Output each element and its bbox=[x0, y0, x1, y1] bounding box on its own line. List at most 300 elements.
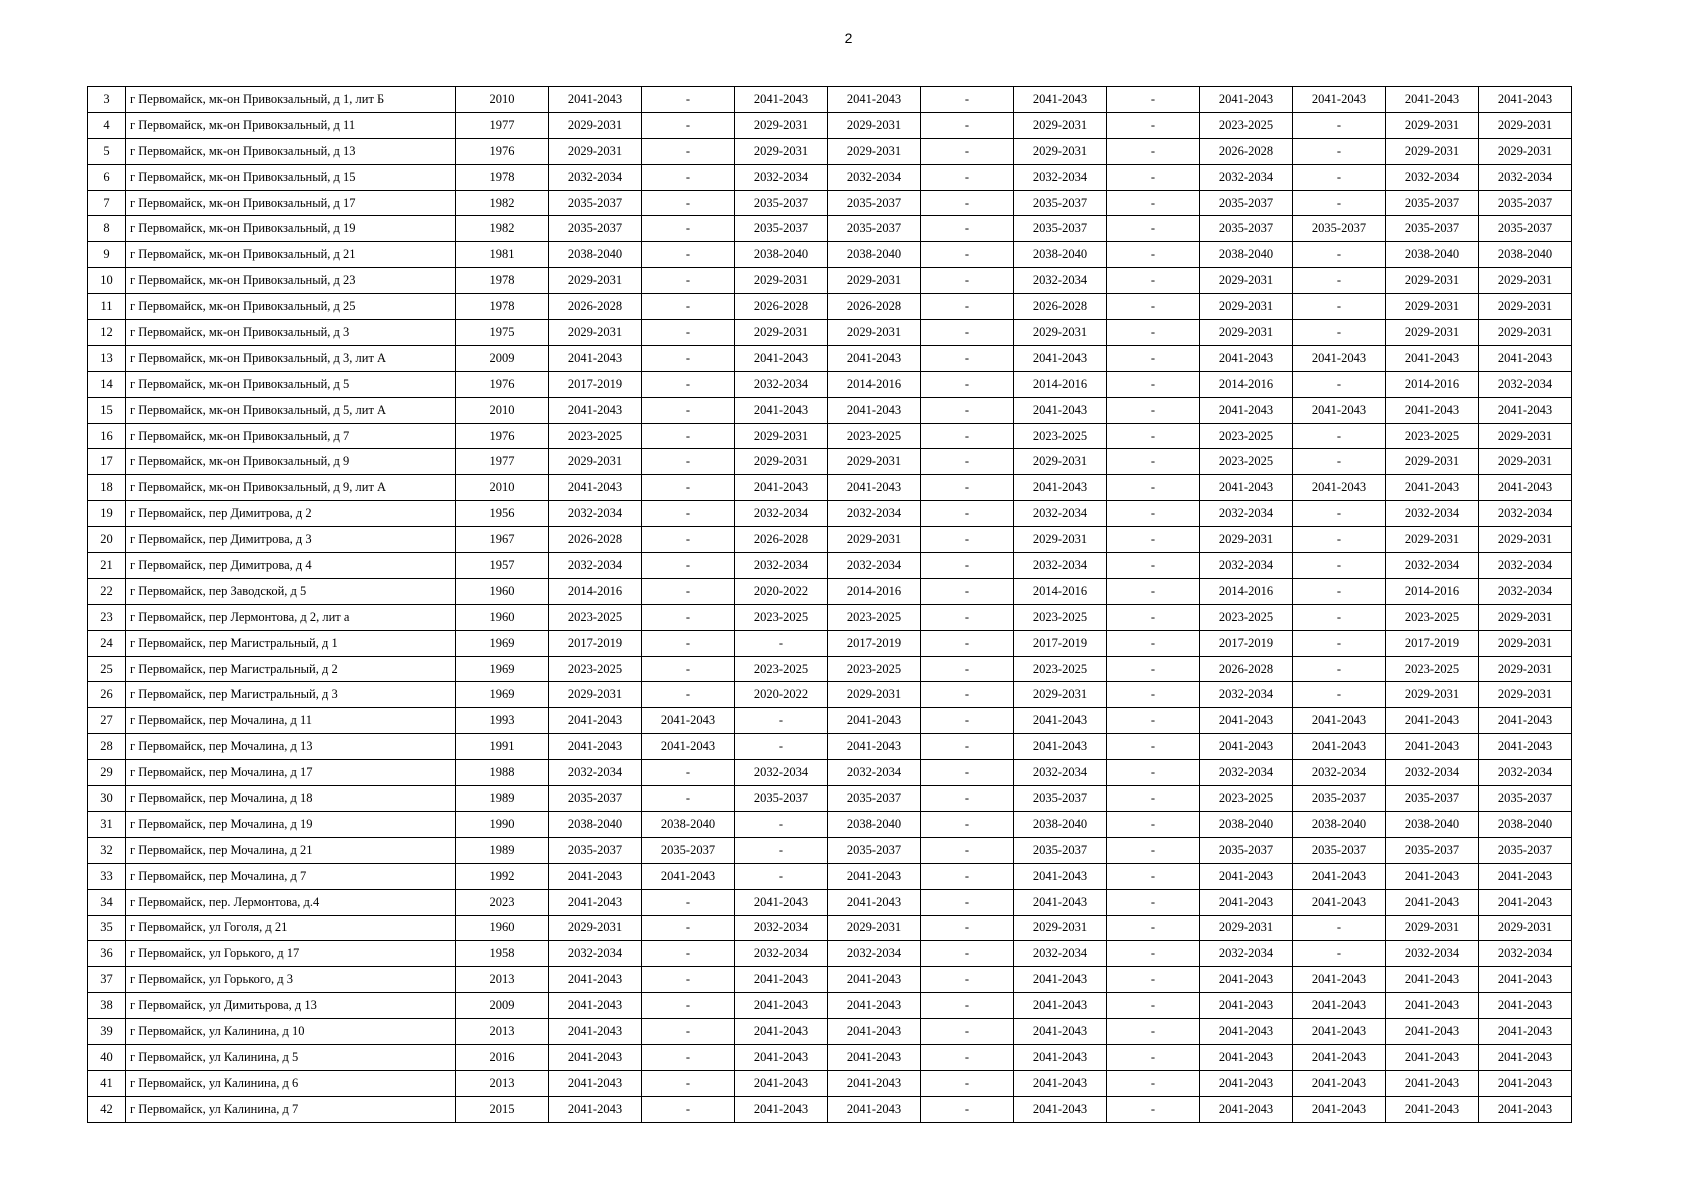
period-cell: - bbox=[735, 630, 828, 656]
period-cell: 2041-2043 bbox=[642, 708, 735, 734]
period-cell: - bbox=[921, 190, 1014, 216]
period-cell: 2041-2043 bbox=[1200, 1019, 1293, 1045]
period-cell: 2041-2043 bbox=[549, 475, 642, 501]
period-cell: 2035-2037 bbox=[1386, 786, 1479, 812]
period-cell: 2041-2043 bbox=[1386, 87, 1479, 113]
table-row bbox=[88, 397, 1572, 423]
period-cell: 2041-2043 bbox=[828, 397, 921, 423]
year-cell: 1958 bbox=[456, 941, 549, 967]
table-row bbox=[88, 294, 1572, 320]
period-cell: 2041-2043 bbox=[1479, 1096, 1572, 1122]
period-cell: - bbox=[921, 837, 1014, 863]
row-number-cell: 21 bbox=[88, 553, 126, 579]
address-cell: г Первомайск, ул Калинина, д 10 bbox=[126, 1019, 456, 1045]
period-cell: 2035-2037 bbox=[1479, 786, 1572, 812]
period-cell: 2041-2043 bbox=[549, 889, 642, 915]
period-cell: 2029-2031 bbox=[1479, 112, 1572, 138]
period-cell: 2029-2031 bbox=[735, 320, 828, 346]
period-cell: 2041-2043 bbox=[735, 1019, 828, 1045]
period-cell: - bbox=[642, 760, 735, 786]
table-row bbox=[88, 216, 1572, 242]
period-cell: 2041-2043 bbox=[549, 993, 642, 1019]
period-cell: 2032-2034 bbox=[1479, 578, 1572, 604]
period-cell: - bbox=[642, 216, 735, 242]
period-cell: - bbox=[921, 630, 1014, 656]
period-cell: 2032-2034 bbox=[1293, 760, 1386, 786]
year-cell: 1982 bbox=[456, 190, 549, 216]
table-row bbox=[88, 578, 1572, 604]
period-cell: - bbox=[642, 527, 735, 553]
period-cell: 2029-2031 bbox=[735, 449, 828, 475]
table-row bbox=[88, 190, 1572, 216]
period-cell: 2041-2043 bbox=[1200, 993, 1293, 1019]
period-cell: 2029-2031 bbox=[549, 268, 642, 294]
period-cell: 2032-2034 bbox=[1386, 760, 1479, 786]
period-cell: 2035-2037 bbox=[549, 837, 642, 863]
period-cell: 2029-2031 bbox=[828, 112, 921, 138]
period-cell: 2038-2040 bbox=[549, 811, 642, 837]
period-cell: - bbox=[735, 837, 828, 863]
period-cell: 2041-2043 bbox=[828, 1044, 921, 1070]
period-cell: - bbox=[1107, 630, 1200, 656]
period-cell: 2023-2025 bbox=[1014, 604, 1107, 630]
period-cell: 2035-2037 bbox=[1293, 837, 1386, 863]
period-cell: 2023-2025 bbox=[1014, 656, 1107, 682]
row-number-cell: 17 bbox=[88, 449, 126, 475]
period-cell: 2023-2025 bbox=[735, 604, 828, 630]
address-cell: г Первомайск, мк-он Привокзальный, д 11 bbox=[126, 112, 456, 138]
period-cell: 2041-2043 bbox=[1386, 967, 1479, 993]
period-cell: 2035-2037 bbox=[828, 786, 921, 812]
table-row bbox=[88, 967, 1572, 993]
table-row bbox=[88, 889, 1572, 915]
period-cell: - bbox=[642, 87, 735, 113]
period-cell: 2038-2040 bbox=[1479, 811, 1572, 837]
period-cell: - bbox=[1293, 449, 1386, 475]
period-cell: 2029-2031 bbox=[549, 915, 642, 941]
year-cell: 2010 bbox=[456, 397, 549, 423]
period-cell: 2023-2025 bbox=[1200, 112, 1293, 138]
table-row bbox=[88, 734, 1572, 760]
period-cell: - bbox=[1293, 604, 1386, 630]
period-cell: 2041-2043 bbox=[1200, 734, 1293, 760]
period-cell: 2029-2031 bbox=[1386, 915, 1479, 941]
period-cell: 2041-2043 bbox=[1479, 1044, 1572, 1070]
row-number-cell: 6 bbox=[88, 164, 126, 190]
period-cell: 2041-2043 bbox=[1293, 1070, 1386, 1096]
period-cell: - bbox=[1107, 164, 1200, 190]
table-body bbox=[88, 87, 1572, 1123]
period-cell: 2041-2043 bbox=[1014, 1070, 1107, 1096]
period-cell: - bbox=[921, 475, 1014, 501]
period-cell: 2032-2034 bbox=[1386, 553, 1479, 579]
period-cell: - bbox=[642, 1096, 735, 1122]
period-cell: - bbox=[642, 449, 735, 475]
period-cell: 2041-2043 bbox=[735, 1044, 828, 1070]
table-row bbox=[88, 863, 1572, 889]
table-row bbox=[88, 604, 1572, 630]
address-cell: г Первомайск, пер Мочалина, д 18 bbox=[126, 786, 456, 812]
period-cell: 2041-2043 bbox=[828, 1019, 921, 1045]
period-cell: - bbox=[921, 1070, 1014, 1096]
period-cell: - bbox=[642, 889, 735, 915]
period-cell: - bbox=[1293, 553, 1386, 579]
period-cell: - bbox=[1107, 889, 1200, 915]
period-cell: 2020-2022 bbox=[735, 682, 828, 708]
table-row bbox=[88, 242, 1572, 268]
period-cell: - bbox=[921, 760, 1014, 786]
period-cell: 2041-2043 bbox=[1200, 475, 1293, 501]
period-cell: - bbox=[642, 320, 735, 346]
year-cell: 1967 bbox=[456, 527, 549, 553]
row-number-cell: 8 bbox=[88, 216, 126, 242]
period-cell: 2029-2031 bbox=[828, 527, 921, 553]
period-cell: 2032-2034 bbox=[1200, 164, 1293, 190]
table-row bbox=[88, 993, 1572, 1019]
period-cell: 2017-2019 bbox=[1014, 630, 1107, 656]
period-cell: - bbox=[921, 294, 1014, 320]
period-cell: 2032-2034 bbox=[1479, 501, 1572, 527]
period-cell: 2017-2019 bbox=[549, 630, 642, 656]
period-cell: 2035-2037 bbox=[1386, 216, 1479, 242]
period-cell: - bbox=[1293, 112, 1386, 138]
period-cell: - bbox=[1107, 112, 1200, 138]
address-cell: г Первомайск, мк-он Привокзальный, д 5 bbox=[126, 371, 456, 397]
row-number-cell: 40 bbox=[88, 1044, 126, 1070]
period-cell: 2041-2043 bbox=[642, 734, 735, 760]
period-cell: - bbox=[1107, 708, 1200, 734]
period-cell: 2029-2031 bbox=[1200, 527, 1293, 553]
period-cell: 2029-2031 bbox=[1200, 320, 1293, 346]
period-cell: 2026-2028 bbox=[1200, 656, 1293, 682]
address-cell: г Первомайск, пер Магистральный, д 3 bbox=[126, 682, 456, 708]
period-cell: 2041-2043 bbox=[1386, 708, 1479, 734]
period-cell: 2029-2031 bbox=[1479, 294, 1572, 320]
period-cell: 2038-2040 bbox=[1200, 811, 1293, 837]
period-cell: 2026-2028 bbox=[828, 294, 921, 320]
address-cell: г Первомайск, мк-он Привокзальный, д 13 bbox=[126, 138, 456, 164]
period-cell: - bbox=[1293, 578, 1386, 604]
period-cell: - bbox=[642, 786, 735, 812]
period-cell: 2023-2025 bbox=[549, 604, 642, 630]
row-number-cell: 10 bbox=[88, 268, 126, 294]
period-cell: 2023-2025 bbox=[1200, 786, 1293, 812]
period-cell: 2029-2031 bbox=[1479, 630, 1572, 656]
period-cell: - bbox=[921, 501, 1014, 527]
period-cell: 2029-2031 bbox=[1386, 268, 1479, 294]
period-cell: 2041-2043 bbox=[1014, 967, 1107, 993]
period-cell: 2023-2025 bbox=[828, 604, 921, 630]
year-cell: 1982 bbox=[456, 216, 549, 242]
period-cell: - bbox=[921, 604, 1014, 630]
period-cell: 2041-2043 bbox=[828, 1070, 921, 1096]
period-cell: 2029-2031 bbox=[549, 320, 642, 346]
period-cell: 2026-2028 bbox=[735, 527, 828, 553]
period-cell: 2041-2043 bbox=[735, 967, 828, 993]
period-cell: 2041-2043 bbox=[828, 993, 921, 1019]
period-cell: 2023-2025 bbox=[735, 656, 828, 682]
year-cell: 2016 bbox=[456, 1044, 549, 1070]
period-cell: - bbox=[1293, 915, 1386, 941]
period-cell: - bbox=[642, 501, 735, 527]
period-cell: - bbox=[921, 915, 1014, 941]
period-cell: 2041-2043 bbox=[549, 708, 642, 734]
period-cell: 2041-2043 bbox=[1479, 863, 1572, 889]
period-cell: - bbox=[1107, 475, 1200, 501]
row-number-cell: 13 bbox=[88, 345, 126, 371]
period-cell: 2032-2034 bbox=[1200, 501, 1293, 527]
period-cell: - bbox=[1107, 837, 1200, 863]
period-cell: - bbox=[921, 993, 1014, 1019]
period-cell: 2026-2028 bbox=[1200, 138, 1293, 164]
period-cell: 2029-2031 bbox=[1014, 138, 1107, 164]
period-cell: 2032-2034 bbox=[735, 915, 828, 941]
year-cell: 1981 bbox=[456, 242, 549, 268]
address-cell: г Первомайск, пер Мочалина, д 11 bbox=[126, 708, 456, 734]
address-cell: г Первомайск, мк-он Привокзальный, д 1, лит Б bbox=[126, 87, 456, 113]
period-cell: - bbox=[642, 112, 735, 138]
year-cell: 2009 bbox=[456, 993, 549, 1019]
period-cell: - bbox=[921, 397, 1014, 423]
period-cell: - bbox=[642, 915, 735, 941]
period-cell: 2041-2043 bbox=[828, 967, 921, 993]
period-cell: 2023-2025 bbox=[1014, 423, 1107, 449]
row-number-cell: 24 bbox=[88, 630, 126, 656]
row-number-cell: 7 bbox=[88, 190, 126, 216]
period-cell: 2041-2043 bbox=[1386, 475, 1479, 501]
period-cell: 2032-2034 bbox=[735, 371, 828, 397]
period-cell: 2041-2043 bbox=[1479, 734, 1572, 760]
period-cell: 2014-2016 bbox=[828, 371, 921, 397]
row-number-cell: 26 bbox=[88, 682, 126, 708]
address-cell: г Первомайск, пер Мочалина, д 17 bbox=[126, 760, 456, 786]
period-cell: 2014-2016 bbox=[1014, 578, 1107, 604]
period-cell: - bbox=[1107, 449, 1200, 475]
period-cell: 2032-2034 bbox=[1479, 760, 1572, 786]
period-cell: 2041-2043 bbox=[735, 397, 828, 423]
period-cell: 2032-2034 bbox=[1479, 553, 1572, 579]
period-cell: 2029-2031 bbox=[1479, 449, 1572, 475]
row-number-cell: 3 bbox=[88, 87, 126, 113]
period-cell: 2041-2043 bbox=[549, 1096, 642, 1122]
row-number-cell: 25 bbox=[88, 656, 126, 682]
period-cell: 2041-2043 bbox=[735, 1070, 828, 1096]
address-cell: г Первомайск, ул Калинина, д 7 bbox=[126, 1096, 456, 1122]
row-number-cell: 4 bbox=[88, 112, 126, 138]
period-cell: - bbox=[1107, 811, 1200, 837]
table-row bbox=[88, 760, 1572, 786]
period-cell: 2032-2034 bbox=[1014, 760, 1107, 786]
period-cell: 2014-2016 bbox=[1200, 371, 1293, 397]
period-cell: 2032-2034 bbox=[1200, 760, 1293, 786]
year-cell: 1989 bbox=[456, 837, 549, 863]
period-cell: 2041-2043 bbox=[828, 475, 921, 501]
period-cell: - bbox=[1293, 268, 1386, 294]
period-cell: 2014-2016 bbox=[1386, 578, 1479, 604]
period-cell: 2041-2043 bbox=[1293, 1096, 1386, 1122]
period-cell: - bbox=[1293, 190, 1386, 216]
table-row bbox=[88, 164, 1572, 190]
period-cell: - bbox=[1107, 786, 1200, 812]
period-cell: - bbox=[1107, 993, 1200, 1019]
period-cell: - bbox=[1107, 682, 1200, 708]
row-number-cell: 22 bbox=[88, 578, 126, 604]
period-cell: 2029-2031 bbox=[549, 112, 642, 138]
period-cell: 2032-2034 bbox=[1014, 164, 1107, 190]
period-cell: 2041-2043 bbox=[1200, 345, 1293, 371]
row-number-cell: 20 bbox=[88, 527, 126, 553]
period-cell: - bbox=[1107, 501, 1200, 527]
year-cell: 1957 bbox=[456, 553, 549, 579]
period-cell: 2035-2037 bbox=[1479, 216, 1572, 242]
period-cell: 2014-2016 bbox=[828, 578, 921, 604]
period-cell: - bbox=[921, 138, 1014, 164]
address-cell: г Первомайск, ул Горького, д 3 bbox=[126, 967, 456, 993]
period-cell: - bbox=[642, 604, 735, 630]
period-cell: - bbox=[921, 656, 1014, 682]
period-cell: - bbox=[1293, 242, 1386, 268]
period-cell: 2032-2034 bbox=[1479, 941, 1572, 967]
period-cell: 2029-2031 bbox=[1479, 682, 1572, 708]
period-cell: - bbox=[1293, 294, 1386, 320]
period-cell: 2041-2043 bbox=[735, 345, 828, 371]
period-cell: - bbox=[1107, 1019, 1200, 1045]
period-cell: - bbox=[1107, 863, 1200, 889]
period-cell: - bbox=[921, 708, 1014, 734]
period-cell: 2041-2043 bbox=[735, 889, 828, 915]
period-cell: 2029-2031 bbox=[1386, 449, 1479, 475]
address-cell: г Первомайск, мк-он Привокзальный, д 9 bbox=[126, 449, 456, 475]
period-cell: 2041-2043 bbox=[1014, 1044, 1107, 1070]
period-cell: 2035-2037 bbox=[1014, 786, 1107, 812]
row-number-cell: 16 bbox=[88, 423, 126, 449]
period-cell: 2029-2031 bbox=[1014, 449, 1107, 475]
period-cell: 2041-2043 bbox=[549, 1044, 642, 1070]
year-cell: 1978 bbox=[456, 164, 549, 190]
period-cell: 2029-2031 bbox=[1014, 915, 1107, 941]
table-row bbox=[88, 138, 1572, 164]
period-cell: - bbox=[921, 578, 1014, 604]
period-cell: - bbox=[1107, 1096, 1200, 1122]
period-cell: 2032-2034 bbox=[1386, 941, 1479, 967]
address-cell: г Первомайск, пер Димитрова, д 4 bbox=[126, 553, 456, 579]
period-cell: - bbox=[1107, 967, 1200, 993]
period-cell: 2029-2031 bbox=[1386, 320, 1479, 346]
table-row bbox=[88, 527, 1572, 553]
period-cell: - bbox=[1293, 371, 1386, 397]
table-row bbox=[88, 1019, 1572, 1045]
period-cell: - bbox=[642, 993, 735, 1019]
period-cell: 2032-2034 bbox=[1200, 682, 1293, 708]
period-cell: 2041-2043 bbox=[549, 345, 642, 371]
year-cell: 1989 bbox=[456, 786, 549, 812]
row-number-cell: 12 bbox=[88, 320, 126, 346]
period-cell: - bbox=[921, 811, 1014, 837]
period-cell: 2032-2034 bbox=[549, 501, 642, 527]
period-cell: - bbox=[1293, 682, 1386, 708]
period-cell: 2032-2034 bbox=[828, 941, 921, 967]
period-cell: 2029-2031 bbox=[1014, 527, 1107, 553]
period-cell: 2041-2043 bbox=[1479, 345, 1572, 371]
period-cell: - bbox=[921, 1044, 1014, 1070]
period-cell: 2029-2031 bbox=[1200, 268, 1293, 294]
period-cell: - bbox=[1293, 630, 1386, 656]
period-cell: 2041-2043 bbox=[1293, 87, 1386, 113]
period-cell: 2026-2028 bbox=[549, 527, 642, 553]
address-cell: г Первомайск, мк-он Привокзальный, д 17 bbox=[126, 190, 456, 216]
address-cell: г Первомайск, пер Мочалина, д 7 bbox=[126, 863, 456, 889]
table-row bbox=[88, 941, 1572, 967]
period-cell: - bbox=[642, 656, 735, 682]
period-cell: - bbox=[1293, 941, 1386, 967]
period-cell: 2041-2043 bbox=[1293, 1044, 1386, 1070]
table-row bbox=[88, 1070, 1572, 1096]
period-cell: 2026-2028 bbox=[735, 294, 828, 320]
period-cell: 2041-2043 bbox=[1479, 87, 1572, 113]
period-cell: 2041-2043 bbox=[1200, 889, 1293, 915]
period-cell: 2032-2034 bbox=[828, 164, 921, 190]
row-number-cell: 34 bbox=[88, 889, 126, 915]
address-cell: г Первомайск, пер Магистральный, д 1 bbox=[126, 630, 456, 656]
period-cell: 2029-2031 bbox=[549, 138, 642, 164]
period-cell: 2041-2043 bbox=[1200, 1044, 1293, 1070]
period-cell: 2041-2043 bbox=[828, 734, 921, 760]
period-cell: 2041-2043 bbox=[1293, 345, 1386, 371]
period-cell: 2032-2034 bbox=[549, 164, 642, 190]
period-cell: - bbox=[921, 863, 1014, 889]
period-cell: - bbox=[1107, 345, 1200, 371]
year-cell: 2013 bbox=[456, 967, 549, 993]
period-cell: 2041-2043 bbox=[828, 345, 921, 371]
year-cell: 1977 bbox=[456, 449, 549, 475]
period-cell: - bbox=[642, 397, 735, 423]
period-cell: 2035-2037 bbox=[549, 190, 642, 216]
row-number-cell: 27 bbox=[88, 708, 126, 734]
period-cell: - bbox=[642, 164, 735, 190]
period-cell: 2035-2037 bbox=[549, 216, 642, 242]
period-cell: 2035-2037 bbox=[1479, 190, 1572, 216]
period-cell: - bbox=[921, 164, 1014, 190]
period-cell: 2029-2031 bbox=[735, 268, 828, 294]
period-cell: - bbox=[921, 423, 1014, 449]
period-cell: - bbox=[642, 1019, 735, 1045]
period-cell: 2041-2043 bbox=[1479, 1070, 1572, 1096]
address-cell: г Первомайск, пер Мочалина, д 13 bbox=[126, 734, 456, 760]
period-cell: 2041-2043 bbox=[735, 475, 828, 501]
period-cell: 2041-2043 bbox=[1293, 734, 1386, 760]
address-cell: г Первомайск, мк-он Привокзальный, д 5, лит А bbox=[126, 397, 456, 423]
period-cell: 2023-2025 bbox=[828, 423, 921, 449]
period-cell: - bbox=[642, 682, 735, 708]
period-cell: 2029-2031 bbox=[1479, 656, 1572, 682]
period-cell: 2014-2016 bbox=[1386, 371, 1479, 397]
row-number-cell: 30 bbox=[88, 786, 126, 812]
period-cell: 2041-2043 bbox=[1479, 475, 1572, 501]
period-cell: 2041-2043 bbox=[1386, 993, 1479, 1019]
period-cell: 2041-2043 bbox=[1479, 889, 1572, 915]
period-cell: 2032-2034 bbox=[549, 941, 642, 967]
period-cell: - bbox=[1107, 760, 1200, 786]
period-cell: 2026-2028 bbox=[549, 294, 642, 320]
period-cell: 2041-2043 bbox=[828, 87, 921, 113]
year-cell: 2009 bbox=[456, 345, 549, 371]
period-cell: 2029-2031 bbox=[1479, 527, 1572, 553]
period-cell: 2041-2043 bbox=[1293, 967, 1386, 993]
period-cell: 2035-2037 bbox=[735, 190, 828, 216]
period-cell: 2041-2043 bbox=[1293, 1019, 1386, 1045]
period-cell: 2017-2019 bbox=[1386, 630, 1479, 656]
period-cell: - bbox=[1293, 164, 1386, 190]
